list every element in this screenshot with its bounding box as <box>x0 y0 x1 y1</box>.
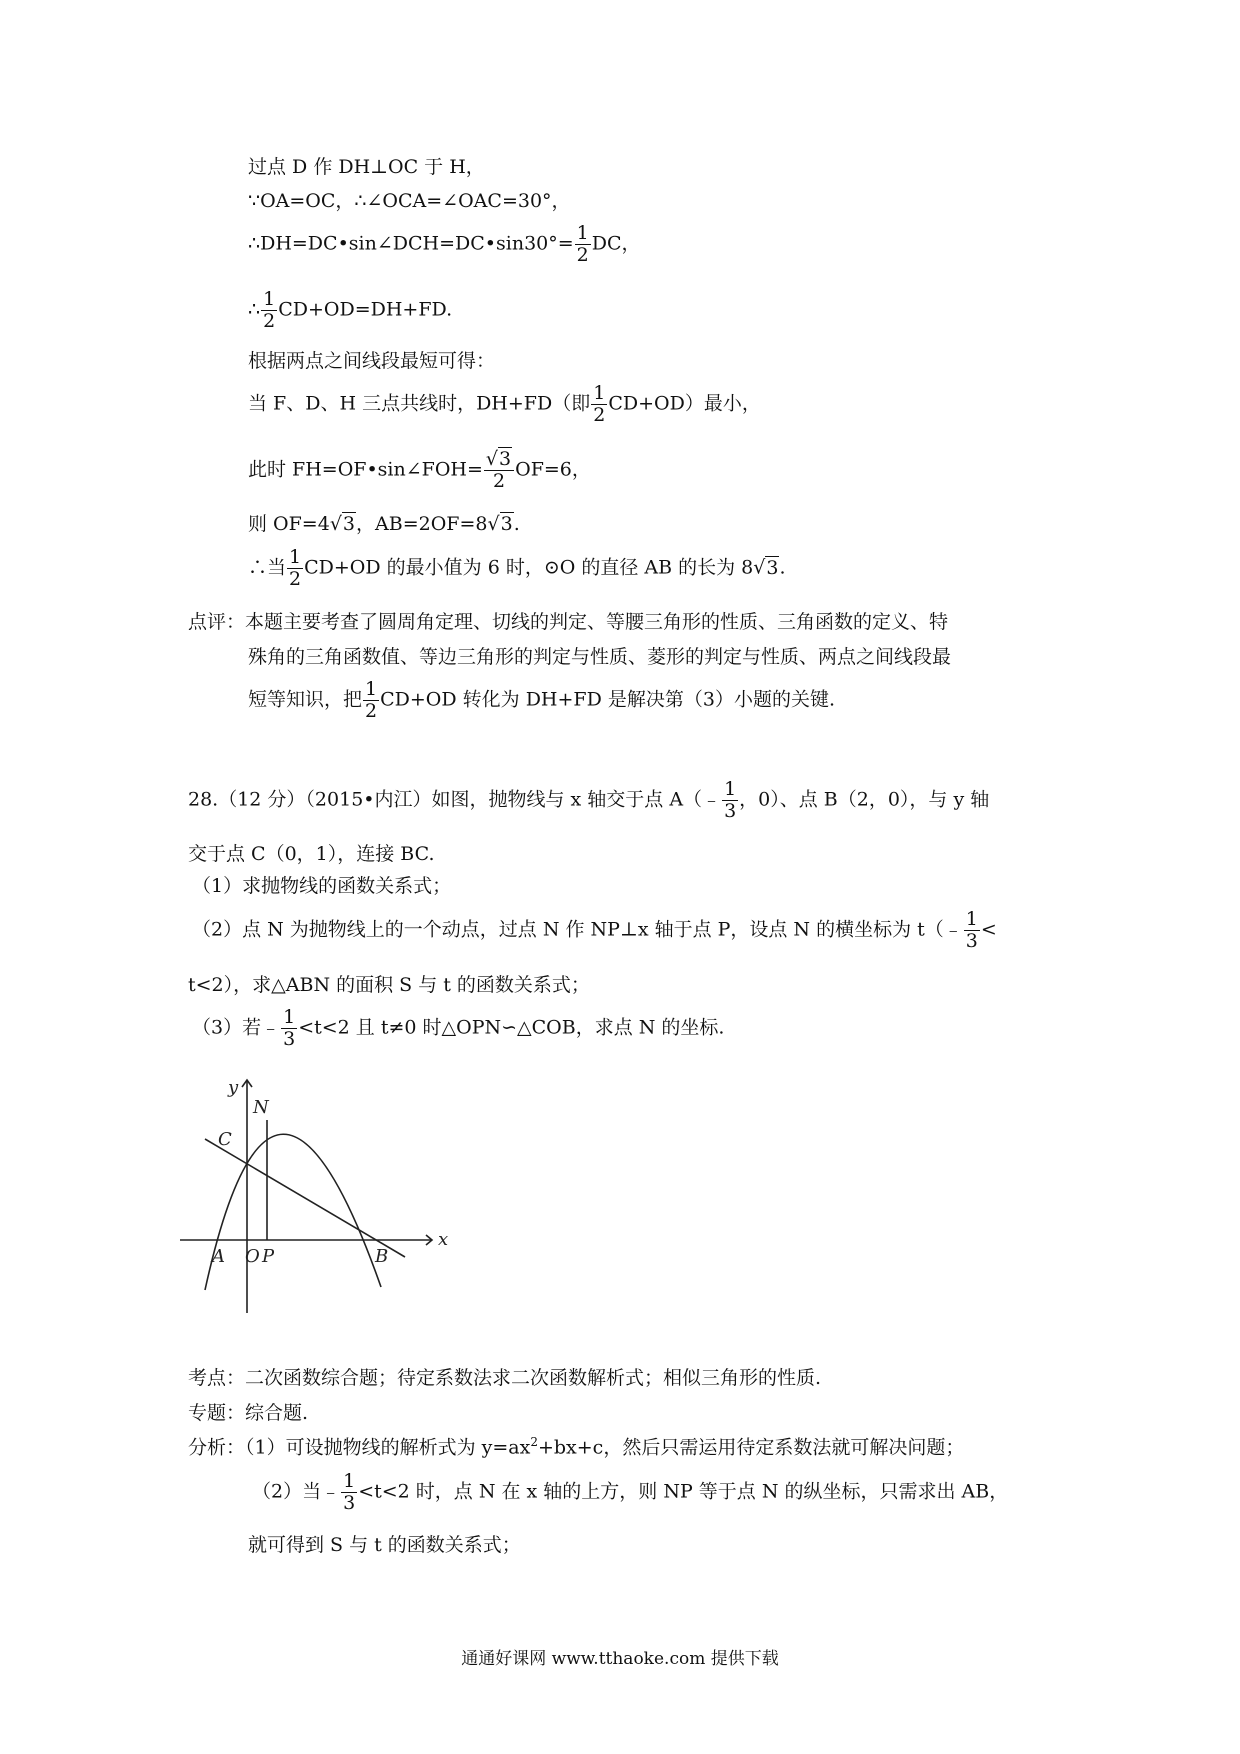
label-a: A <box>212 1246 225 1267</box>
solution-line-9 <box>248 548 786 589</box>
problem-part-2-cont: t<2），求△ABN 的面积 S 与 t 的函数关系式； <box>188 974 590 996</box>
label-y: y <box>228 1077 239 1098</box>
text-segment: 此时 FH=OF•sin∠FOH= <box>248 458 483 481</box>
numerator: 1 <box>965 908 978 930</box>
label-o: O <box>245 1246 260 1267</box>
denominator: 2 <box>263 310 276 332</box>
label-c: C <box>218 1129 232 1150</box>
text-segment: 28.（12 分）（2015•内江）如图，抛物线与 x 轴交于点 A（﹣ <box>188 788 722 811</box>
numerator: 1 <box>283 1006 296 1028</box>
text-segment: 分析：（1）可设抛物线的解析式为 y=ax <box>188 1436 531 1459</box>
text-segment: （2）当﹣ <box>252 1480 341 1503</box>
text-segment: （2）点 N 为抛物线上的一个动点，过点 N 作 NP⊥x 轴于点 P，设点 N 的横坐标为 t（﹣ <box>192 918 963 941</box>
text-segment: CD+OD=DH+FD. <box>278 298 453 321</box>
text-segment: ∴当 <box>248 556 287 579</box>
denominator: 2 <box>492 470 506 492</box>
solution-line-3 <box>248 224 641 265</box>
numerator: 1 <box>289 546 302 568</box>
problem-part-3 <box>192 1008 724 1049</box>
numerator: 1 <box>593 382 606 404</box>
sqrt-icon: √ <box>487 513 500 535</box>
text-segment: CD+OD 的最小值为 6 时，⊙O 的直径 AB 的长为 8 <box>304 556 754 579</box>
parabola-curve <box>205 1134 381 1290</box>
problem-line-1 <box>188 780 989 821</box>
text-segment: 则 OF=4 <box>248 513 330 535</box>
text-segment: CD+OD）最小， <box>608 392 761 415</box>
text-segment: ∴DH=DC•sin∠DCH=DC•sin30°= <box>248 232 574 255</box>
radicand: 3 <box>342 513 356 535</box>
comment-line-2: 殊角的三角函数值、等边三角形的判定与性质、菱形的判定与性质、两点之间线段最 <box>248 646 952 668</box>
text-segment: OF=6， <box>515 458 591 481</box>
sqrt-icon: √ <box>753 556 766 579</box>
fraction-third <box>341 1472 357 1513</box>
numerator: 1 <box>724 778 737 800</box>
text-segment: ∴ <box>248 298 261 321</box>
text-segment: ，0）、点 B（2，0），与 y 轴 <box>739 788 990 811</box>
fenxi-line-1 <box>188 1436 964 1457</box>
problem-line-2: 交于点 C（0，1），连接 BC. <box>188 843 435 865</box>
solution-line-2: ∵OA=OC，∴∠OCA=∠OAC=30°， <box>248 190 571 212</box>
comment-line-3 <box>248 680 835 721</box>
problem-part-2 <box>192 910 997 951</box>
denominator: 2 <box>576 244 589 266</box>
radicand: 3 <box>766 556 779 579</box>
sqrt-icon: √ <box>329 513 342 535</box>
fraction-half <box>287 548 303 589</box>
problem-part-1: （1）求抛物线的函数关系式； <box>192 875 452 897</box>
label-b: B <box>375 1246 389 1267</box>
solution-line-8 <box>248 515 520 534</box>
fraction-half <box>575 224 591 265</box>
text-segment: 短等知识，把 <box>248 688 363 711</box>
label-n: N <box>253 1097 269 1118</box>
numerator: 1 <box>343 1470 356 1492</box>
sqrt-3 <box>487 512 513 535</box>
denominator: 3 <box>965 930 978 952</box>
text-segment: <t<2 时，点 N 在 x 轴的上方，则 NP 等于点 N 的纵坐标，只需求出 AB， <box>358 1480 1009 1503</box>
denominator: 2 <box>365 700 378 722</box>
radicand: 3 <box>499 448 512 470</box>
comment-label: 点评： <box>188 611 246 633</box>
text-segment: +bx+c，然后只需运用待定系数法就可解决问题； <box>537 1436 965 1459</box>
sqrt-icon: √ <box>485 448 499 470</box>
text-segment: <t<2 且 t≠0 时△OPN∽△COB，求点 N 的坐标. <box>298 1016 725 1039</box>
text-segment: . <box>513 513 520 535</box>
numerator: 1 <box>263 288 276 310</box>
fraction-third <box>722 780 738 821</box>
solution-line-1: 过点 D 作 DH⊥OC 于 H， <box>248 156 485 178</box>
solution-line-7 <box>248 450 591 491</box>
parabola-figure <box>180 1075 470 1320</box>
fraction-half <box>261 290 277 331</box>
text-segment: < <box>980 918 997 941</box>
numerator: 1 <box>365 678 378 700</box>
solution-line-6 <box>248 384 761 425</box>
fraction-third <box>964 910 980 951</box>
text-segment: ，AB=2OF=8 <box>356 513 488 535</box>
solution-line-5: 根据两点之间线段最短可得： <box>248 350 496 372</box>
zhuanti-line: 专题：综合题. <box>188 1402 309 1424</box>
denominator: 3 <box>724 800 737 822</box>
text-segment: DC， <box>591 232 641 255</box>
fraction-third <box>281 1008 297 1049</box>
fraction-half <box>591 384 607 425</box>
sqrt-3 <box>330 512 356 535</box>
solution-line-4 <box>248 290 452 331</box>
denominator: 2 <box>593 404 606 426</box>
radicand: 3 <box>500 513 513 535</box>
page-footer: 通通好课网 www.tthaoke.com 提供下载 <box>461 1649 779 1669</box>
sqrt-3 <box>753 556 779 579</box>
numerator <box>484 450 514 471</box>
label-x: x <box>438 1229 449 1250</box>
denominator: 2 <box>289 568 302 590</box>
comment-line-1 <box>188 613 948 632</box>
text-segment: 当 F、D、H 三点共线时，DH+FD（即 <box>248 392 591 415</box>
text-segment: 本题主要考查了圆周角定理、切线的判定、等腰三角形的性质、三角函数的定义、特 <box>245 611 949 633</box>
fenxi-line-2 <box>252 1472 1008 1513</box>
numerator: 1 <box>576 222 589 244</box>
fraction-root3-over-2 <box>484 450 514 491</box>
denominator: 3 <box>343 1492 356 1514</box>
fenxi-line-3: 就可得到 S 与 t 的函数关系式； <box>248 1534 521 1556</box>
denominator: 3 <box>283 1028 296 1050</box>
label-p: P <box>262 1246 275 1267</box>
superscript: 2 <box>530 1435 538 1449</box>
text-segment: CD+OD 转化为 DH+FD 是解决第（3）小题的关键. <box>380 688 835 711</box>
text-segment: （3）若﹣ <box>192 1016 281 1039</box>
kaodian-line: 考点：二次函数综合题；待定系数法求二次函数解析式；相似三角形的性质. <box>188 1367 822 1389</box>
text-segment: . <box>779 556 786 579</box>
fraction-half <box>363 680 379 721</box>
